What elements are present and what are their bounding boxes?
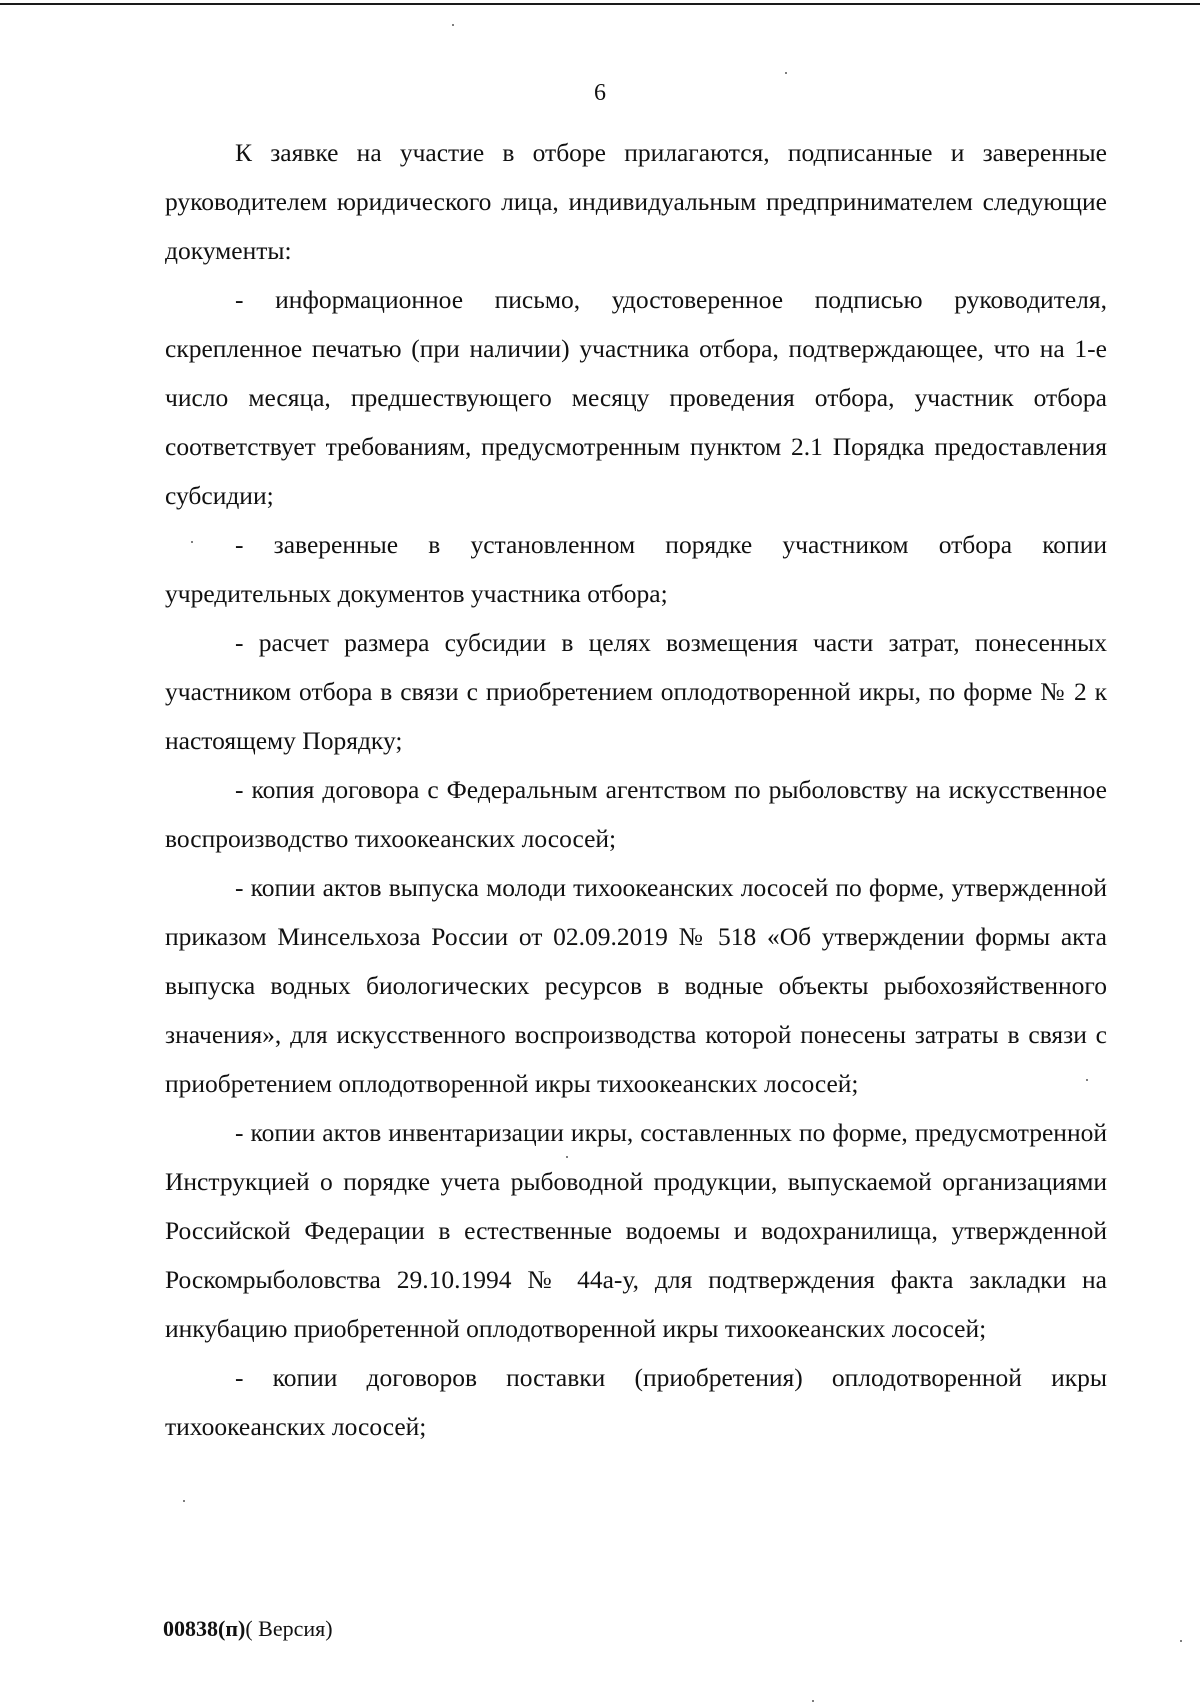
scan-speck (1180, 1640, 1182, 1642)
document-body (165, 128, 1107, 1451)
paragraph-subsidy-calculation: - расчет размера субсидии в целях возмещения части затрат, понесенных участником отбора в связи с приобретением оплодотворенной икры, по форме № 2 к настоящему Порядку; (165, 628, 1107, 755)
paragraph-info-letter: - информационное письмо, удостоверенное подписью руководителя, скрепленное печатью (при наличии) участника отбора, подтверждающее, что на 1-е число месяца, предшествующего месяцу проведения отбора, участник отбора соответствует требованиям, предусмотренным пунктом 2.1 Порядка предоставления субсидии; (165, 285, 1107, 510)
paragraph-supply-contracts: - копии договоров поставки (приобретения) оплодотворенной икры тихоокеанских лососей; (165, 1363, 1107, 1441)
scan-speck (452, 24, 454, 26)
scan-speck (191, 541, 193, 543)
paragraph-release-acts: - копии актов выпуска молоди тихоокеанских лососей по форме, утвержденной приказом Минсельхоза России от 02.09.2019 № 518 «Об утверждении формы акта выпуска водных биологических ресурсов в водные объекты рыбохозяйственного значения», для искусственного воспроизводства которой понесены затраты в связи с приобретением оплодотворенной икры тихоокеанских лососей; (165, 873, 1107, 1098)
page-number: 6 (594, 80, 606, 106)
paragraph-inventory-acts: - копии актов инвентаризации икры, составленных по форме, предусмотренной Инструкцией о порядке учета рыбоводной продукции, выпускаемой организациями Российской Федерации в естественные водоемы и водохранилища, утвержденной Роскомрыболовства 29.10.1994 № 44а-у, для подтверждения факта закладки на инкубацию приобретенной оплодотворенной икры тихоокеанских лососей; (165, 1118, 1107, 1343)
scan-speck (785, 72, 787, 74)
document-code: 00838(п) (163, 1616, 246, 1641)
scan-speck (183, 1500, 185, 1502)
paragraph-agency-contract: - копия договора с Федеральным агентством по рыболовству на искусственное воспроизводство тихоокеанских лососей; (165, 775, 1107, 853)
paragraph-founding-documents: - заверенные в установленном порядке участником отбора копии учредительных документов участника отбора; (165, 530, 1107, 608)
scan-speck (812, 1700, 814, 1702)
paragraph-intro: К заявке на участие в отборе прилагаются, подписанные и заверенные руководителем юридического лица, индивидуальным предпринимателем следующие документы: (165, 138, 1107, 265)
scan-speck (566, 1156, 568, 1158)
document-footer (163, 1614, 333, 1644)
document-version: ( Версия) (245, 1616, 333, 1641)
top-border-line (0, 3, 1200, 5)
scan-speck (1086, 1079, 1088, 1081)
